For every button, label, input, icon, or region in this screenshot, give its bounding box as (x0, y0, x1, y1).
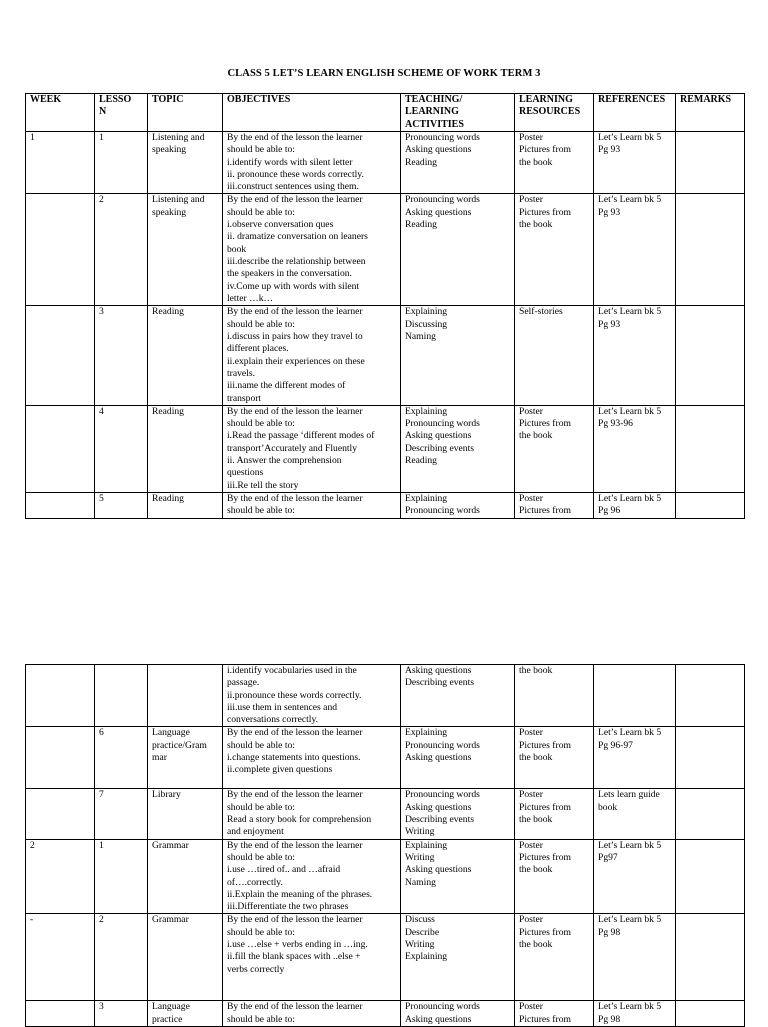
cell-topic (148, 306, 223, 405)
cell-activities (401, 405, 515, 492)
cell-activities-line: Describe (405, 926, 440, 938)
cell-objectives-line: i.Read the passage ‘different modes of (227, 430, 375, 442)
cell-objectives-line: should be able to: (227, 318, 295, 330)
cell-remarks (676, 1001, 745, 1027)
cell-resources-line: Poster (519, 727, 543, 739)
cell-objectives-line: transport (227, 392, 262, 404)
cell-week (26, 1001, 95, 1027)
cell-lesson-text: 1 (99, 839, 104, 851)
cell-references-line: Let’s Learn bk 5 (598, 1001, 662, 1013)
table-row (26, 839, 745, 914)
cell-topic (148, 727, 223, 789)
cell-objectives (223, 405, 401, 492)
cell-objectives-line: ii. Answer the comprehension (227, 455, 342, 467)
cell-references (594, 132, 676, 194)
cell-objectives (223, 914, 401, 1001)
cell-topic-line: Reading (152, 306, 184, 318)
cell-activities-line: Explaining (405, 306, 448, 318)
cell-activities (401, 1001, 515, 1027)
cell-topic (148, 914, 223, 1001)
cell-activities-line: Explaining (405, 951, 448, 963)
cell-resources-line: the book (519, 752, 553, 764)
cell-objectives-line: questions (227, 467, 264, 479)
cell-objectives-line: ii. dramatize conversation on leaners (227, 231, 368, 243)
cell-resources-line: Poster (519, 132, 543, 143)
cell-activities-line: Pronouncing words (405, 1001, 480, 1013)
cell-objectives-line: i.discuss in pairs how they travel to (227, 331, 363, 343)
cell-topic-line: Library (152, 789, 181, 801)
cell-references (594, 492, 676, 518)
cell-lesson-text: 7 (99, 789, 104, 801)
scheme-table-page2 (25, 664, 745, 1027)
cell-remarks (676, 789, 745, 839)
cell-activities-line: Naming (405, 876, 436, 888)
cell-objectives-line: By the end of the lesson the learner (227, 132, 363, 143)
cell-activities-line: Describing events (405, 814, 475, 826)
cell-objectives-line: i.use …else + verbs ending in …ing. (227, 939, 368, 951)
cell-lesson (95, 665, 148, 727)
cell-remarks (676, 492, 745, 518)
cell-activities-line: Asking questions (405, 665, 472, 676)
cell-objectives (223, 1001, 401, 1027)
cell-activities-line: Explaining (405, 405, 448, 417)
cell-week-text: 1 (30, 132, 35, 143)
cell-week (26, 194, 95, 306)
cell-activities-line: Reading (405, 219, 437, 231)
table-row (26, 492, 745, 518)
cell-resources (515, 405, 594, 492)
cell-references-line: Let’s Learn bk 5 (598, 727, 662, 739)
cell-remarks (676, 405, 745, 492)
cell-activities-line: Asking questions (405, 752, 472, 764)
cell-activities-line: Asking questions (405, 144, 472, 156)
cell-remarks (676, 194, 745, 306)
cell-activities-line: Describing events (405, 442, 475, 454)
cell-objectives (223, 665, 401, 727)
cell-topic-line: speaking (152, 144, 187, 156)
cell-objectives-line: By the end of the lesson the learner (227, 727, 363, 739)
cell-resources-line: Poster (519, 492, 543, 504)
cell-references (594, 306, 676, 405)
cell-references-line: Pg97 (598, 851, 618, 863)
cell-resources (515, 665, 594, 727)
cell-references (594, 1001, 676, 1027)
cell-resources-line: Poster (519, 1001, 543, 1013)
cell-objectives-line: iii.construct sentences using them. (227, 181, 359, 193)
cell-objectives-line: transport’Accurately and Fluently (227, 442, 358, 454)
cell-objectives-line: travels. (227, 367, 255, 379)
cell-references-line: Pg 98 (598, 926, 621, 938)
cell-activities-line: Asking questions (405, 864, 472, 876)
cell-week (26, 306, 95, 405)
cell-topic-line: Language (152, 1001, 190, 1013)
cell-objectives (223, 492, 401, 518)
cell-activities-line: Writing (405, 826, 435, 838)
cell-topic-line: Reading (152, 405, 184, 417)
cell-resources-line: Pictures from (519, 505, 571, 517)
cell-week (26, 665, 95, 727)
cell-objectives-line: By the end of the lesson the learner (227, 1001, 363, 1013)
cell-activities-line: Asking questions (405, 206, 472, 218)
cell-activities (401, 665, 515, 727)
cell-objectives-line: Read a story book for comprehension (227, 814, 372, 826)
cell-lesson (95, 839, 148, 914)
cell-resources-line: Pictures from (519, 206, 571, 218)
cell-resources-line: the book (519, 219, 553, 231)
cell-activities (401, 492, 515, 518)
cell-activities-line: Pronouncing words (405, 789, 480, 801)
cell-objectives-line: iv.Come up with words with silent (227, 280, 360, 292)
cell-activities-line: Reading (405, 156, 437, 168)
cell-resources-line: the book (519, 156, 553, 168)
cell-week (26, 405, 95, 492)
cell-activities (401, 306, 515, 405)
cell-lesson (95, 194, 148, 306)
cell-week (26, 914, 95, 1001)
cell-resources (515, 306, 594, 405)
cell-references-line: Let’s Learn bk 5 (598, 405, 662, 417)
cell-objectives-line: ii.complete given questions (227, 764, 333, 776)
cell-activities-line: Pronouncing words (405, 418, 480, 430)
cell-topic (148, 1001, 223, 1027)
header-resources: LEARNING RESOURCES (515, 94, 594, 132)
cell-references-line: Pg 93-96 (598, 418, 633, 430)
cell-week (26, 727, 95, 789)
cell-objectives-line: should be able to: (227, 206, 295, 218)
cell-lesson-text: 4 (99, 405, 104, 417)
cell-objectives-line: should be able to: (227, 505, 295, 517)
header-lesson: LESSO N (95, 94, 148, 132)
cell-week (26, 492, 95, 518)
cell-remarks (676, 132, 745, 194)
table-row (26, 405, 745, 492)
cell-objectives-line: ii.explain their experiences on these (227, 355, 365, 367)
cell-activities-line: Writing (405, 939, 435, 951)
cell-activities-line: Discuss (405, 914, 435, 926)
cell-resources (515, 492, 594, 518)
cell-objectives-line: By the end of the lesson the learner (227, 194, 363, 206)
cell-activities-line: Describing events (405, 677, 475, 689)
cell-references (594, 727, 676, 789)
table-row (26, 306, 745, 405)
cell-references-line: Pg 93 (598, 206, 621, 218)
cell-activities (401, 914, 515, 1001)
cell-topic (148, 789, 223, 839)
cell-lesson-text: 5 (99, 492, 104, 504)
cell-objectives-line: and enjoyment (227, 826, 284, 838)
cell-activities-line: Pronouncing words (405, 194, 480, 206)
cell-references-line: Lets learn guide (598, 789, 660, 801)
cell-objectives (223, 132, 401, 194)
cell-references (594, 194, 676, 306)
cell-topic-line: Reading (152, 492, 184, 504)
cell-objectives-line: i.observe conversation ques (227, 219, 334, 231)
cell-references (594, 839, 676, 914)
cell-activities (401, 132, 515, 194)
cell-week (26, 839, 95, 914)
cell-resources (515, 914, 594, 1001)
cell-activities-line: Reading (405, 455, 437, 467)
cell-lesson (95, 405, 148, 492)
cell-activities-line: Explaining (405, 492, 448, 504)
cell-activities-line: Asking questions (405, 801, 472, 813)
cell-resources-line: Pictures from (519, 926, 571, 938)
header-topic: TOPIC (148, 94, 223, 132)
cell-objectives-line: should be able to: (227, 801, 295, 813)
header-objectives: OBJECTIVES (223, 94, 401, 132)
cell-activities-line: Explaining (405, 839, 448, 851)
cell-week (26, 789, 95, 839)
cell-topic-line: Grammar (152, 839, 189, 851)
cell-lesson-text: 3 (99, 306, 104, 318)
cell-references-line: Let’s Learn bk 5 (598, 132, 662, 143)
cell-references-line: Pg 98 (598, 1013, 621, 1025)
cell-lesson-text: 2 (99, 914, 104, 926)
cell-resources-line: Pictures from (519, 739, 571, 751)
cell-references-line: Let’s Learn bk 5 (598, 839, 662, 851)
cell-resources-line: the book (519, 814, 553, 826)
cell-week-text: - (30, 914, 34, 926)
cell-objectives-line: i.use …tired of.. and …afraid (227, 864, 341, 876)
cell-topic (148, 492, 223, 518)
cell-objectives-line: iii.name the different modes of (227, 380, 346, 392)
table-row (26, 132, 745, 194)
cell-references (594, 665, 676, 727)
cell-resources-line: Poster (519, 839, 543, 851)
cell-objectives-line: iii.Re tell the story (227, 479, 299, 491)
cell-objectives-line: of….correctly. (227, 876, 283, 888)
cell-objectives-line: i.change statements into questions. (227, 752, 361, 764)
cell-lesson-text: 3 (99, 1001, 104, 1013)
cell-topic (148, 194, 223, 306)
cell-resources-line: Poster (519, 789, 543, 801)
cell-remarks (676, 839, 745, 914)
header-activities: TEACHING/ LEARNING ACTIVITIES (401, 94, 515, 132)
cell-topic (148, 665, 223, 727)
cell-resources (515, 194, 594, 306)
cell-references (594, 914, 676, 1001)
cell-objectives (223, 194, 401, 306)
cell-lesson (95, 1001, 148, 1027)
cell-week (26, 132, 95, 194)
cell-objectives-line: verbs correctly (227, 963, 285, 975)
cell-resources-line: Pictures from (519, 418, 571, 430)
cell-resources (515, 727, 594, 789)
cell-objectives-line: i.identify words with silent letter (227, 156, 353, 168)
cell-references-line: Let’s Learn bk 5 (598, 194, 662, 206)
cell-activities-line: Explaining (405, 727, 448, 739)
cell-remarks (676, 727, 745, 789)
table-header-row (26, 94, 745, 132)
cell-objectives-line: ii.pronounce these words correctly. (227, 689, 362, 701)
cell-activities (401, 194, 515, 306)
cell-resources-line: the book (519, 939, 553, 951)
cell-lesson (95, 789, 148, 839)
cell-references-line: Pg 96-97 (598, 739, 633, 751)
cell-resources-line: Pictures from (519, 801, 571, 813)
cell-objectives (223, 789, 401, 839)
header-remarks: REMARKS (676, 94, 745, 132)
cell-resources-line: Poster (519, 405, 543, 417)
cell-activities-line: Pronouncing words (405, 739, 480, 751)
cell-week-text: 2 (30, 839, 35, 851)
cell-lesson-text: 2 (99, 194, 104, 206)
cell-references-line: book (598, 801, 618, 813)
cell-objectives-line: ii.Explain the meaning of the phrases. (227, 888, 373, 900)
cell-topic (148, 405, 223, 492)
cell-objectives-line: By the end of the lesson the learner (227, 492, 363, 504)
cell-references-line: Let’s Learn bk 5 (598, 492, 662, 504)
cell-topic (148, 839, 223, 914)
cell-lesson (95, 727, 148, 789)
table-row (26, 914, 745, 1001)
cell-references (594, 405, 676, 492)
cell-objectives-line: By the end of the lesson the learner (227, 405, 363, 417)
cell-lesson (95, 306, 148, 405)
cell-objectives-line: ii.fill the blank spaces with ..else + (227, 951, 361, 963)
cell-activities-line: Writing (405, 851, 435, 863)
cell-remarks (676, 665, 745, 727)
cell-activities-line: Pronouncing words (405, 132, 480, 143)
cell-objectives-line: different places. (227, 343, 289, 355)
cell-topic-line: mar (152, 752, 167, 764)
cell-objectives-line: should be able to: (227, 1013, 295, 1025)
header-week: WEEK (26, 94, 95, 132)
cell-objectives-line: letter …k… (227, 292, 274, 304)
cell-activities-line: Naming (405, 331, 436, 343)
cell-activities-line: Discussing (405, 318, 448, 330)
cell-objectives-line: should be able to: (227, 851, 295, 863)
cell-objectives-line: book (227, 243, 247, 255)
cell-objectives-line: conversations correctly. (227, 714, 319, 726)
cell-topic-line: Listening and (152, 132, 205, 143)
cell-topic-line: Language (152, 727, 190, 739)
cell-objectives-line: iii.describe the relationship between (227, 255, 366, 267)
cell-topic-line: Grammar (152, 914, 189, 926)
cell-objectives-line: should be able to: (227, 739, 295, 751)
cell-lesson (95, 492, 148, 518)
cell-references-line: Pg 93 (598, 318, 621, 330)
cell-resources-line: Pictures from (519, 851, 571, 863)
cell-resources (515, 839, 594, 914)
cell-references-line: Let’s Learn bk 5 (598, 306, 662, 318)
cell-topic-line: practice/Gram (152, 739, 207, 751)
cell-resources-line: Poster (519, 194, 543, 206)
cell-activities-line: Asking questions (405, 1013, 472, 1025)
cell-topic-line: practice (152, 1013, 183, 1025)
cell-objectives-line: should be able to: (227, 418, 295, 430)
cell-objectives-line: By the end of the lesson the learner (227, 306, 363, 318)
cell-resources-line: the book (519, 665, 553, 676)
cell-references-line: Pg 93 (598, 144, 621, 156)
table-row (26, 789, 745, 839)
cell-lesson (95, 132, 148, 194)
cell-objectives-line: should be able to: (227, 144, 295, 156)
cell-resources-line: Pictures from (519, 1013, 571, 1025)
cell-objectives-line: By the end of the lesson the learner (227, 839, 363, 851)
cell-remarks (676, 306, 745, 405)
cell-objectives (223, 839, 401, 914)
cell-objectives (223, 306, 401, 405)
cell-objectives-line: ii. pronounce these words correctly. (227, 168, 364, 180)
table-row (26, 194, 745, 306)
cell-objectives-line: passage. (227, 677, 260, 689)
cell-objectives-line: By the end of the lesson the learner (227, 789, 363, 801)
cell-objectives-line: By the end of the lesson the learner (227, 914, 363, 926)
cell-references-line: Pg 96 (598, 505, 621, 517)
cell-activities (401, 727, 515, 789)
cell-objectives-line: the speakers in the conversation. (227, 268, 352, 280)
cell-activities (401, 789, 515, 839)
cell-resources-line: Poster (519, 914, 543, 926)
scheme-table-page1 (25, 93, 745, 519)
cell-resources-line: the book (519, 430, 553, 442)
cell-objectives-line: iii.Differentiate the two phrases (227, 901, 349, 913)
cell-topic-line: speaking (152, 206, 187, 218)
cell-references (594, 789, 676, 839)
cell-resources-line: Self-stories (519, 306, 563, 318)
cell-references-line: Let’s Learn bk 5 (598, 914, 662, 926)
cell-remarks (676, 914, 745, 1001)
header-references: REFERENCES (594, 94, 676, 132)
cell-topic (148, 132, 223, 194)
cell-resources (515, 132, 594, 194)
cell-lesson-text: 6 (99, 727, 104, 739)
cell-topic-line: Listening and (152, 194, 205, 206)
cell-resources (515, 789, 594, 839)
cell-objectives-line: iii.use them in sentences and (227, 701, 338, 713)
cell-resources (515, 1001, 594, 1027)
cell-activities (401, 839, 515, 914)
cell-objectives-line: should be able to: (227, 926, 295, 938)
cell-resources-line: the book (519, 864, 553, 876)
cell-resources-line: Pictures from (519, 144, 571, 156)
table-row (26, 665, 745, 727)
table-row (26, 1001, 745, 1027)
document-title: CLASS 5 LET’S LEARN ENGLISH SCHEME OF WORK TERM 3 (227, 68, 541, 79)
table-row (26, 727, 745, 789)
cell-objectives-line: i.identify vocabularies used in the (227, 665, 357, 676)
cell-lesson-text: 1 (99, 132, 104, 143)
cell-activities-line: Pronouncing words (405, 505, 480, 517)
cell-lesson (95, 914, 148, 1001)
cell-objectives (223, 727, 401, 789)
cell-activities-line: Asking questions (405, 430, 472, 442)
